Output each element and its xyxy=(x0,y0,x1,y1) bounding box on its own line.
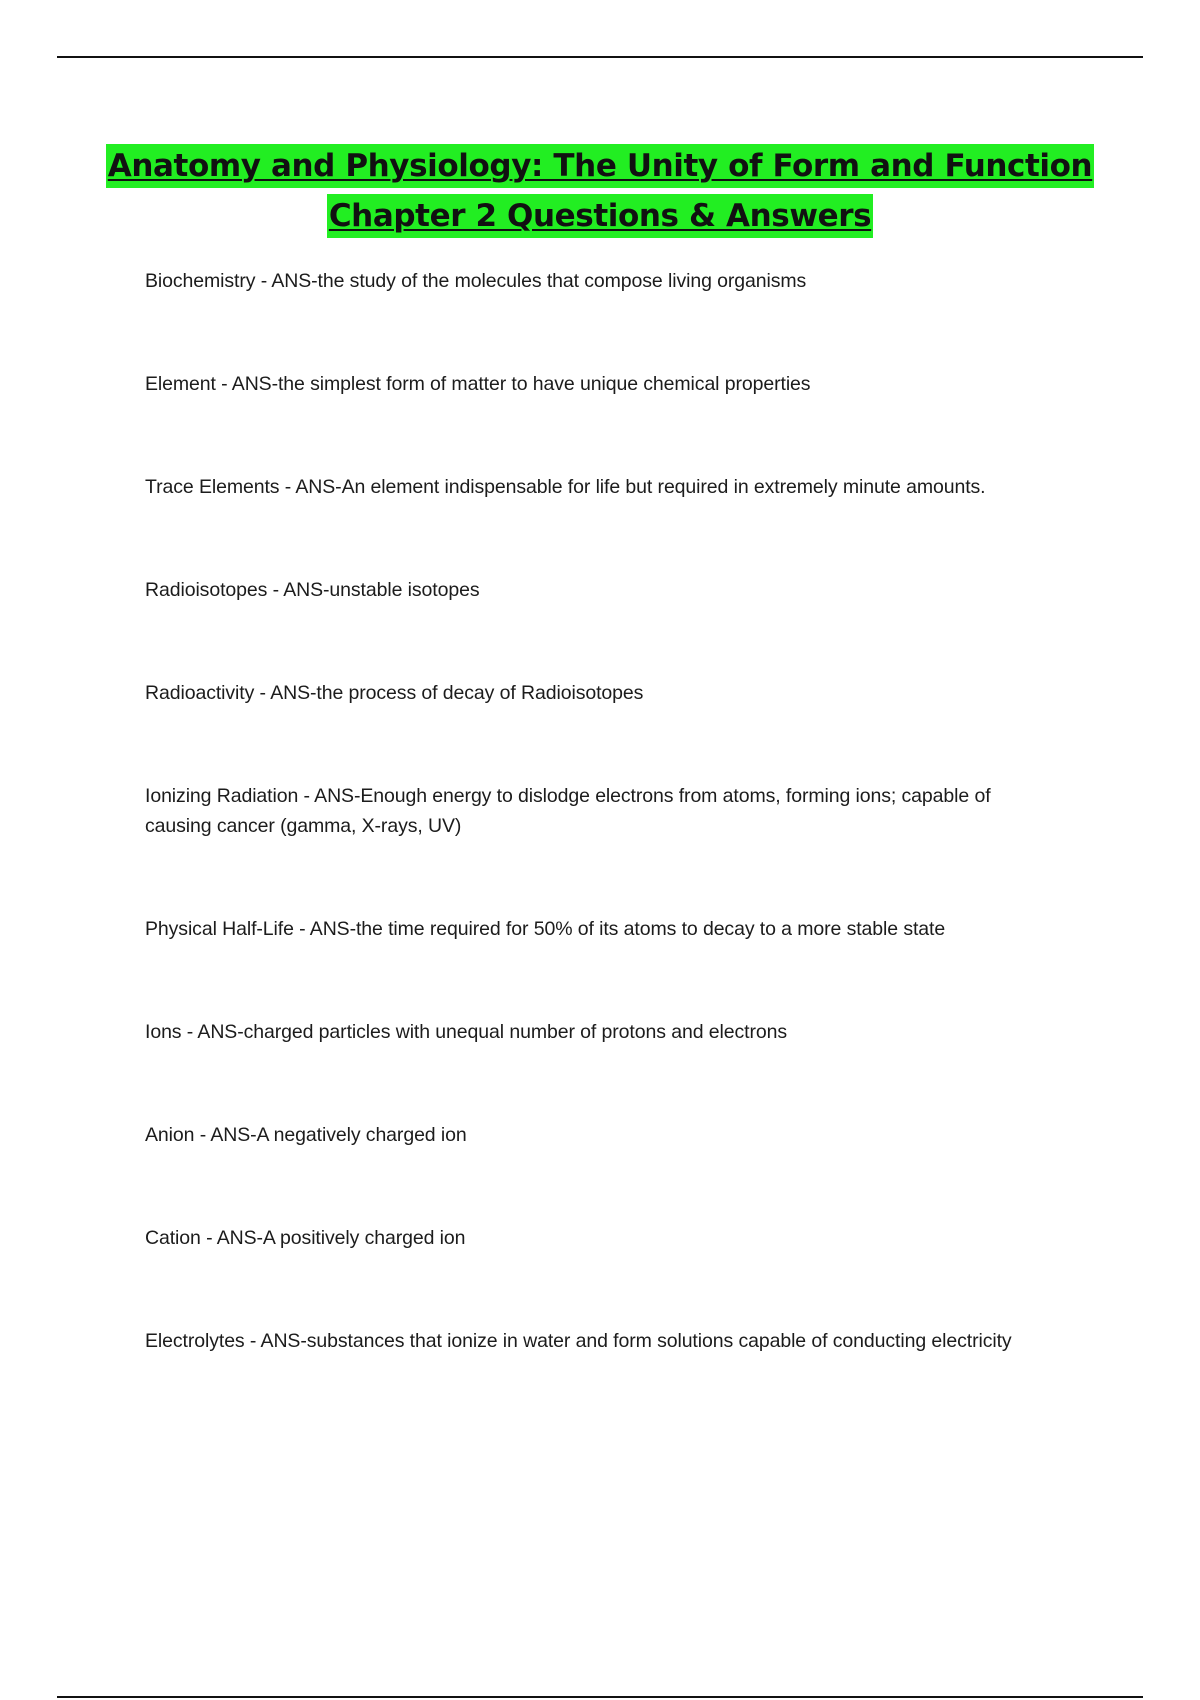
qa-entry-cation: Cation - ANS-A positively charged ion xyxy=(145,1227,466,1249)
bottom-rule xyxy=(57,1696,1143,1698)
qa-entry-electrolytes: Electrolytes - ANS-substances that ionize in water and form solutions capable of conducting electricity xyxy=(145,1330,1012,1352)
title-line-1: Anatomy and Physiology: The Unity of Form and Function xyxy=(106,144,1094,188)
document-title xyxy=(0,144,1200,244)
title-line-2: Chapter 2 Questions & Answers xyxy=(327,194,873,238)
qa-entry-ionizing-radiation: Ionizing Radiation - ANS-Enough energy to dislodge electrons from atoms, forming ions; capable of causing cancer (gamma, X-rays, UV) xyxy=(145,785,991,837)
qa-entry-trace-elements: Trace Elements - ANS-An element indispensable for life but required in extremely minute amounts. xyxy=(145,476,986,498)
top-rule xyxy=(57,56,1143,58)
qa-entry-physical-half-life: Physical Half-Life - ANS-the time required for 50% of its atoms to decay to a more stable state xyxy=(145,918,946,940)
qa-entry-element: Element - ANS-the simplest form of matter to have unique chemical properties xyxy=(145,373,811,395)
qa-entry-radioactivity: Radioactivity - ANS-the process of decay of Radioisotopes xyxy=(145,682,644,704)
qa-entry-radioisotopes: Radioisotopes - ANS-unstable isotopes xyxy=(145,579,480,601)
qa-entry-anion: Anion - ANS-A negatively charged ion xyxy=(145,1124,467,1146)
qa-entry-biochemistry: Biochemistry - ANS-the study of the molecules that compose living organisms xyxy=(145,270,807,292)
qa-entry-ions: Ions - ANS-charged particles with unequal number of protons and electrons xyxy=(145,1021,787,1043)
